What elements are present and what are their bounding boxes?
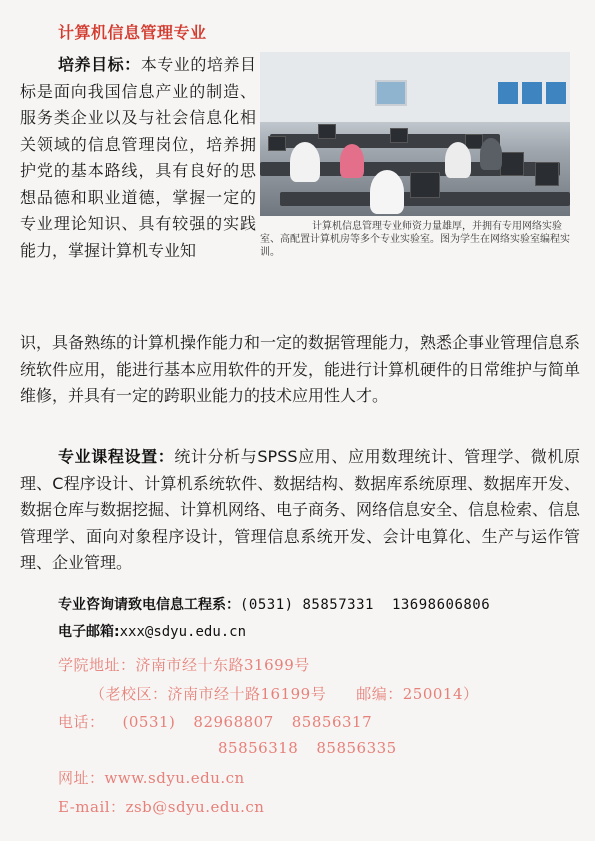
email-line [58, 621, 246, 641]
consult-label: 专业咨询请致电信息工程系： [58, 597, 240, 613]
courses-lead: 专业课程设置： [58, 447, 175, 466]
college-phone-4: 85856335 [316, 739, 397, 757]
college-web-line [58, 767, 245, 788]
photo-student [290, 142, 320, 182]
college-email-link[interactable]: zsb@sdyu.edu.cn [125, 798, 265, 816]
page-title: 计算机信息管理专业 [58, 23, 207, 42]
photo-student [370, 170, 404, 214]
training-goal-continuation: 识，具备熟练的计算机操作能力和一定的数据管理能力，熟悉企事业管理信息系统软件应用，能进行基本应用软件的开发，能进行计算机硬件的日常维护与简单维修，并具有一定的跨职业能力的技术应用性人才。 [20, 333, 581, 405]
photo-monitor [390, 128, 408, 143]
college-phone-area: (0531) [122, 713, 176, 731]
consult-phone-2: 13698606806 [391, 597, 491, 613]
photo-window [375, 80, 407, 106]
email-value[interactable]: xxx@sdyu.edu.cn [119, 624, 247, 640]
college-phone-3: 85856318 [218, 739, 299, 757]
college-web-label: 网址： [58, 769, 105, 787]
photo-monitor [268, 136, 286, 151]
postcode-label: 邮编： [356, 685, 403, 703]
photo-student [340, 144, 364, 178]
old-campus-address: （老校区：济南市经十路16199号 [90, 685, 327, 703]
photo-monitor [500, 152, 524, 176]
college-phone-2: 85856317 [291, 713, 373, 731]
college-phone-line [58, 711, 372, 732]
photo-board [498, 82, 518, 104]
college-web-link[interactable]: www.sdyu.edu.cn [104, 769, 245, 787]
photo-board [546, 82, 566, 104]
training-goal-text-part1: 本专业的培养目标是面向我国信息产业的制造、服务类企业以及与社会信息化相关领域的信息管理岗位，培养拥护党的基本路线，具有良好的思想品德和职业道德，掌握一定的专业理论知识、具有较强的实践能力，掌握计算机专业知 [20, 55, 256, 260]
college-phone-line-2 [218, 739, 397, 757]
courses-text: 统计分析与SPSS应用、应用数理统计、管理学、微机原理、C程序设计、计算机系统软件、数据结构、数据库系统原理、数据库开发、数据仓库与数据挖掘、计算机网络、电子商务、网络信息安全、信息检索、信息管理学、面向对象程序设计，管理信息系统开发、会计电算化、生产与运作管理、企业管理。 [20, 447, 581, 572]
photo-caption: 计算机信息管理专业师资力量雄厚，并拥有专用网络实验室、高配置计算机房等多个专业实验室。图为学生在网络实验室编程实训。 [260, 221, 570, 258]
college-address-label: 学院地址： [58, 656, 136, 674]
college-address-line [58, 654, 310, 675]
old-campus-line [90, 683, 479, 704]
photo-monitor [410, 172, 440, 198]
college-email-label: E-mail： [58, 798, 126, 816]
lab-photo [260, 52, 570, 216]
consult-phone-1: (0531) 85857331 [240, 597, 374, 613]
college-phone-label: 电话： [58, 713, 105, 731]
college-email-line [58, 796, 264, 817]
courses-paragraph [20, 444, 580, 577]
college-address: 济南市经十东路31699号 [135, 656, 310, 674]
consult-line [58, 594, 490, 614]
photo-student [480, 138, 502, 170]
postcode: 250014） [402, 685, 479, 703]
photo-board [522, 82, 542, 104]
photo-monitor [535, 162, 559, 186]
training-goal-paragraph [20, 52, 256, 264]
email-label: 电子邮箱: [58, 624, 120, 640]
photo-student [445, 142, 471, 178]
photo-monitor [318, 124, 336, 139]
college-phone-1: 82968807 [193, 713, 274, 731]
training-goal-lead: 培养目标： [58, 55, 141, 74]
